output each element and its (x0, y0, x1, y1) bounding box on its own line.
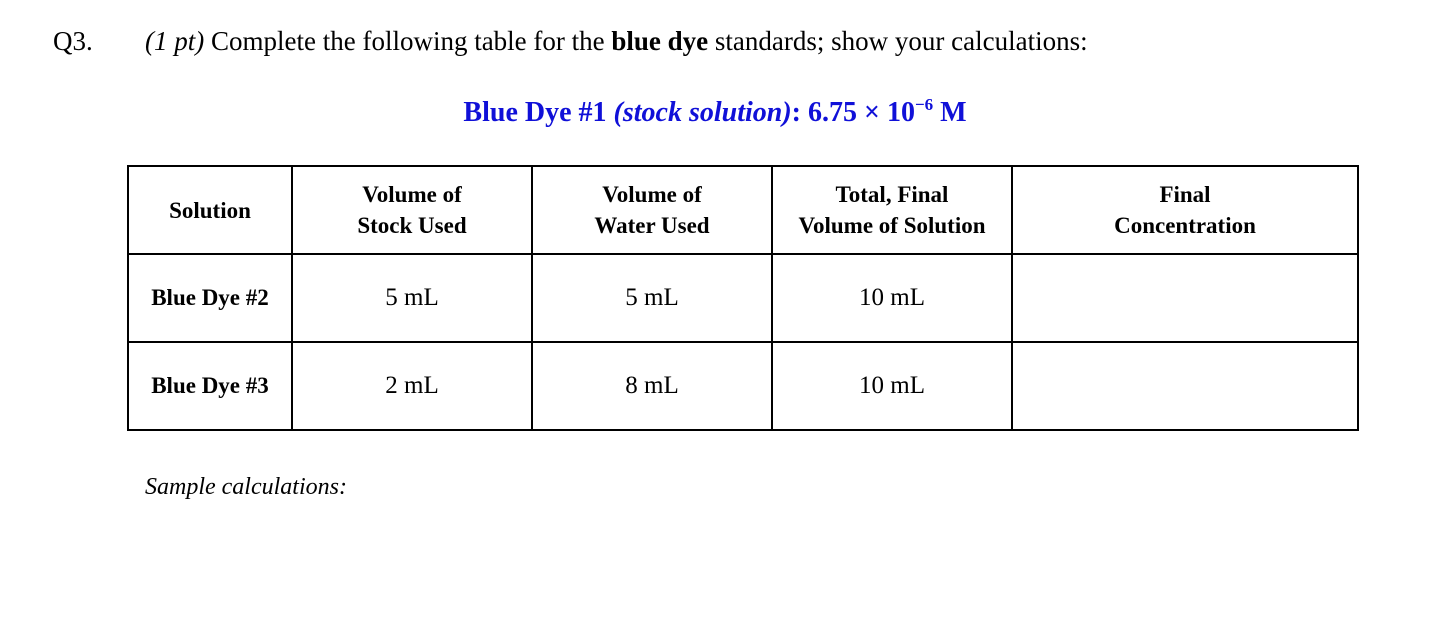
sample-calculations-label: Sample calculations: (145, 474, 347, 500)
header-volume-water (532, 166, 772, 254)
header-volume-stock-line1: Volume of (362, 182, 462, 207)
stock-concentration: : 6.75 × 10 (791, 97, 915, 128)
header-volume-stock-line2: Stock Used (357, 213, 467, 238)
header-solution-text: Solution (169, 197, 251, 223)
row-total-volume: 10 mL (772, 254, 1012, 342)
header-total-volume-line2: Volume of Solution (798, 213, 986, 238)
table-row (128, 254, 1358, 342)
header-final-concentration (1012, 166, 1358, 254)
stock-label: Blue Dye #1 (463, 97, 614, 128)
question-prompt (145, 22, 1088, 60)
header-volume-stock (292, 166, 532, 254)
question-text-bold: blue dye (611, 26, 709, 56)
row-solution-name: Blue Dye #2 (128, 254, 292, 342)
row-final-concentration-cell[interactable] (1012, 254, 1358, 342)
header-solution (128, 166, 292, 254)
stock-solution-heading (0, 94, 1430, 132)
header-final-concentration-line1: Final (1159, 182, 1211, 207)
row-solution-name: Blue Dye #3 (128, 342, 292, 430)
stock-unit: M (933, 97, 967, 128)
header-volume-water-line1: Volume of (602, 182, 702, 207)
row-water-volume: 5 mL (532, 254, 772, 342)
header-total-volume-line1: Total, Final (835, 182, 949, 207)
header-final-concentration-line2: Concentration (1114, 213, 1256, 238)
row-total-volume: 10 mL (772, 342, 1012, 430)
row-water-volume: 8 mL (532, 342, 772, 430)
table-row (128, 342, 1358, 430)
blue-dye-standards-table (127, 165, 1359, 431)
stock-label-italic: (stock solution) (613, 97, 792, 128)
question-number: Q3. (53, 26, 93, 56)
stock-exponent: −6 (914, 95, 934, 114)
header-volume-water-line2: Water Used (594, 213, 710, 238)
question-text-before: Complete the following table for the (204, 26, 612, 56)
table-header-row (128, 166, 1358, 254)
row-stock-volume: 2 mL (292, 342, 532, 430)
header-total-volume (772, 166, 1012, 254)
row-final-concentration-cell[interactable] (1012, 342, 1358, 430)
question-points: (1 pt) (145, 26, 205, 56)
row-stock-volume: 5 mL (292, 254, 532, 342)
question-text-after: standards; show your calculations: (708, 26, 1088, 56)
